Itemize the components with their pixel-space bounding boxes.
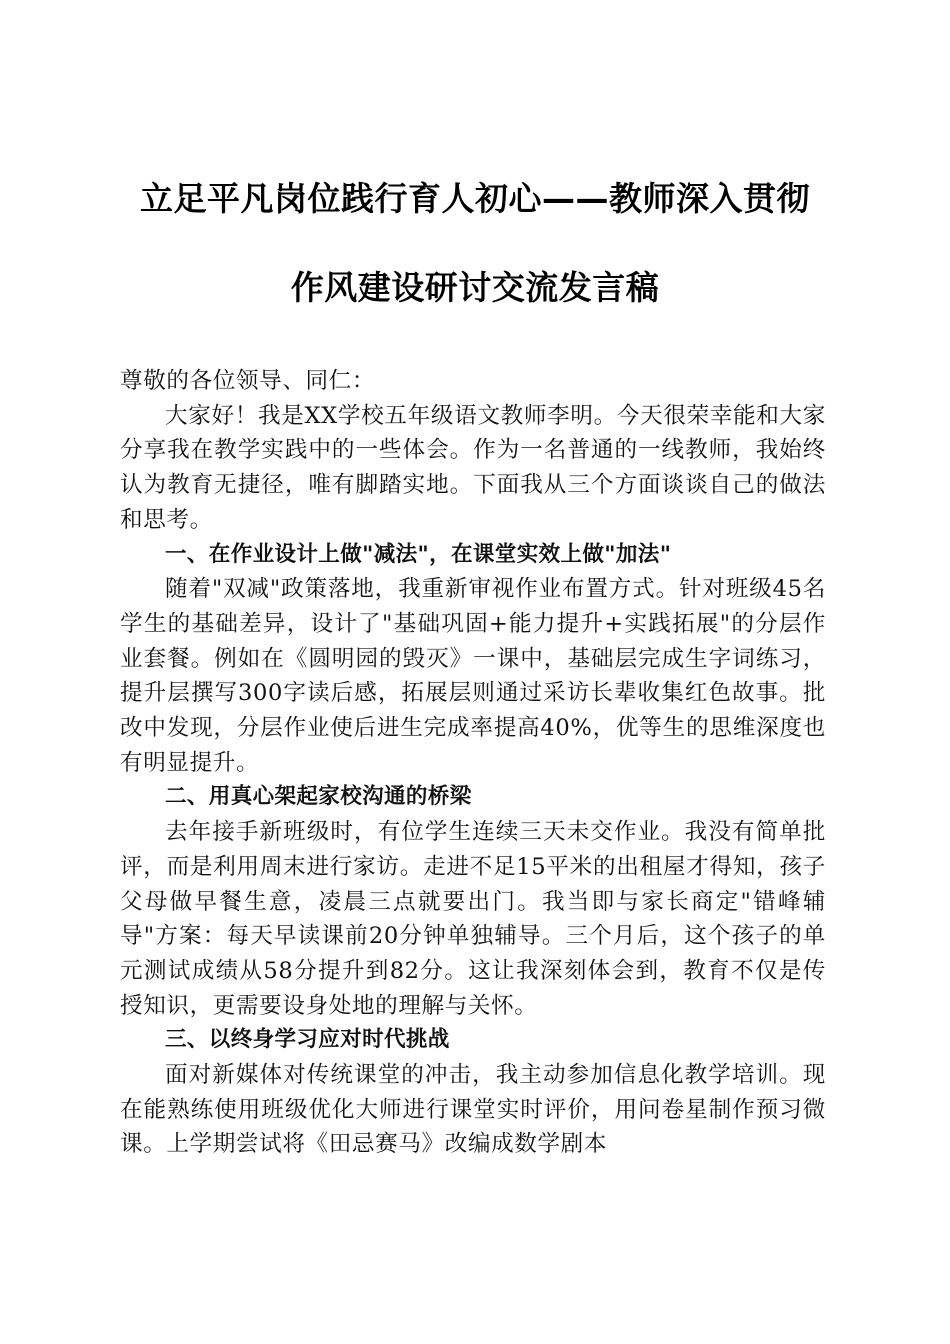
intro-paragraph: 大家好！我是XX学校五年级语文教师李明。今天很荣幸能和大家分享我在教学实践中的一些体会。作为一名普通的一线教师，我始终认为教育无捷径，唯有脚踏实地。下面我从三个方面谈谈自己的做法和思考。: [120, 402, 826, 533]
salutation: 尊敬的各位领导、同仁：: [120, 368, 376, 394]
document-title-line-1: 立足平凡岗位践行育人初心——教师深入贯彻: [140, 179, 810, 218]
section-heading: 二、用真心架起家校沟通的桥梁: [165, 784, 472, 810]
section-paragraph: 面对新媒体对传统课堂的冲击，我主动参加信息化教学培训。现在能熟练使用班级优化大师进行课堂实时评价，用问卷星制作预习微课。上学期尝试将《田忌赛马》改编成数学剧本: [120, 1062, 826, 1158]
document-title-line-2: 作风建设研讨交流发言稿: [290, 268, 660, 307]
section-paragraph: 去年接手新班级时，有位学生连续三天未交作业。我没有简单批评，而是利用周末进行家访。走进不足15平米的出租屋才得知，孩子父母做早餐生意，凌晨三点就要出门。我当即与家长商定"错峰辅导"方案：每天早读课前20分钟单独辅导。三个月后，这个孩子的单元测试成绩从58分提升到82分。这让我深刻体会到，教育不仅是传授知识，更需要设身处地的理解与关怀。: [120, 819, 826, 1019]
section-paragraph: 随着"双减"政策落地，我重新审视作业布置方式。针对班级45名学生的基础差异，设计了"基础巩固+能力提升+实践拓展"的分层作业套餐。例如在《圆明园的毁灭》一课中，基础层完成生字词练习，提升层撰写300字读后感，拓展层则通过采访长辈收集红色故事。批改中发现，分层作业使后进生完成率提高40%，优等生的思维深度也有明显提升。: [120, 576, 826, 776]
section-heading: 一、在作业设计上做"减法"，在课堂实效上做"加法": [165, 541, 672, 567]
section-heading: 三、以终身学习应对时代挑战: [165, 1027, 450, 1053]
document-body: [120, 364, 826, 1162]
